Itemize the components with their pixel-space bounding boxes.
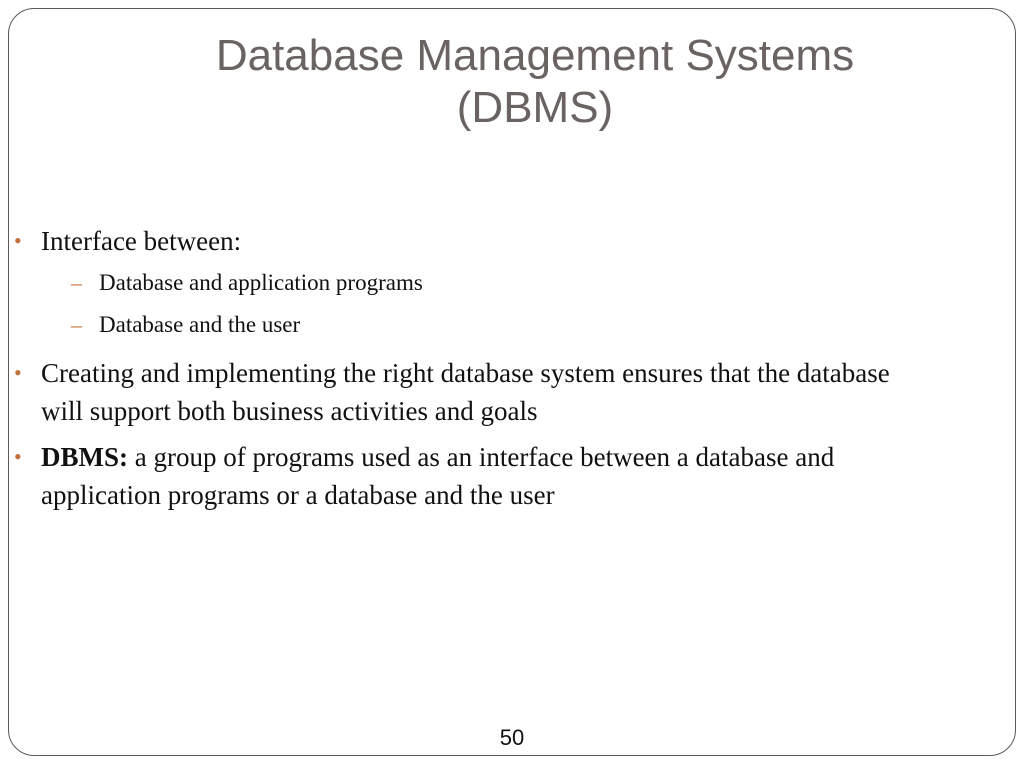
title-line-1: Database Management Systems [215, 31, 855, 80]
sub-item-application-programs [41, 262, 894, 304]
sub-item-text: Database and the user [99, 312, 301, 337]
slide-title [110, 30, 960, 134]
bullet-text: a group of programs used as an interface between a database and application programs or a database and the user [41, 442, 835, 510]
sub-item-user [41, 304, 894, 346]
bullet-dbms-definition [14, 438, 894, 514]
bullet-marker: • [14, 444, 22, 469]
sub-marker: – [71, 312, 82, 337]
title-line-2: (DBMS) [456, 83, 614, 132]
bullet-text: Creating and implementing the right database system ensures that the database will support both business activities and goals [41, 358, 890, 426]
page-number: 50 [499, 725, 525, 750]
bullet-marker: • [14, 360, 22, 385]
bullet-right-database-system [14, 354, 894, 430]
sub-list [41, 262, 894, 346]
sub-item-text: Database and application programs [99, 270, 423, 295]
bullet-marker: • [14, 228, 22, 253]
slide-body [14, 222, 894, 514]
bullet-text: Interface between: [41, 226, 242, 256]
dbms-term: DBMS: [41, 442, 128, 472]
sub-marker: – [71, 270, 82, 295]
bullet-interface [14, 222, 894, 346]
